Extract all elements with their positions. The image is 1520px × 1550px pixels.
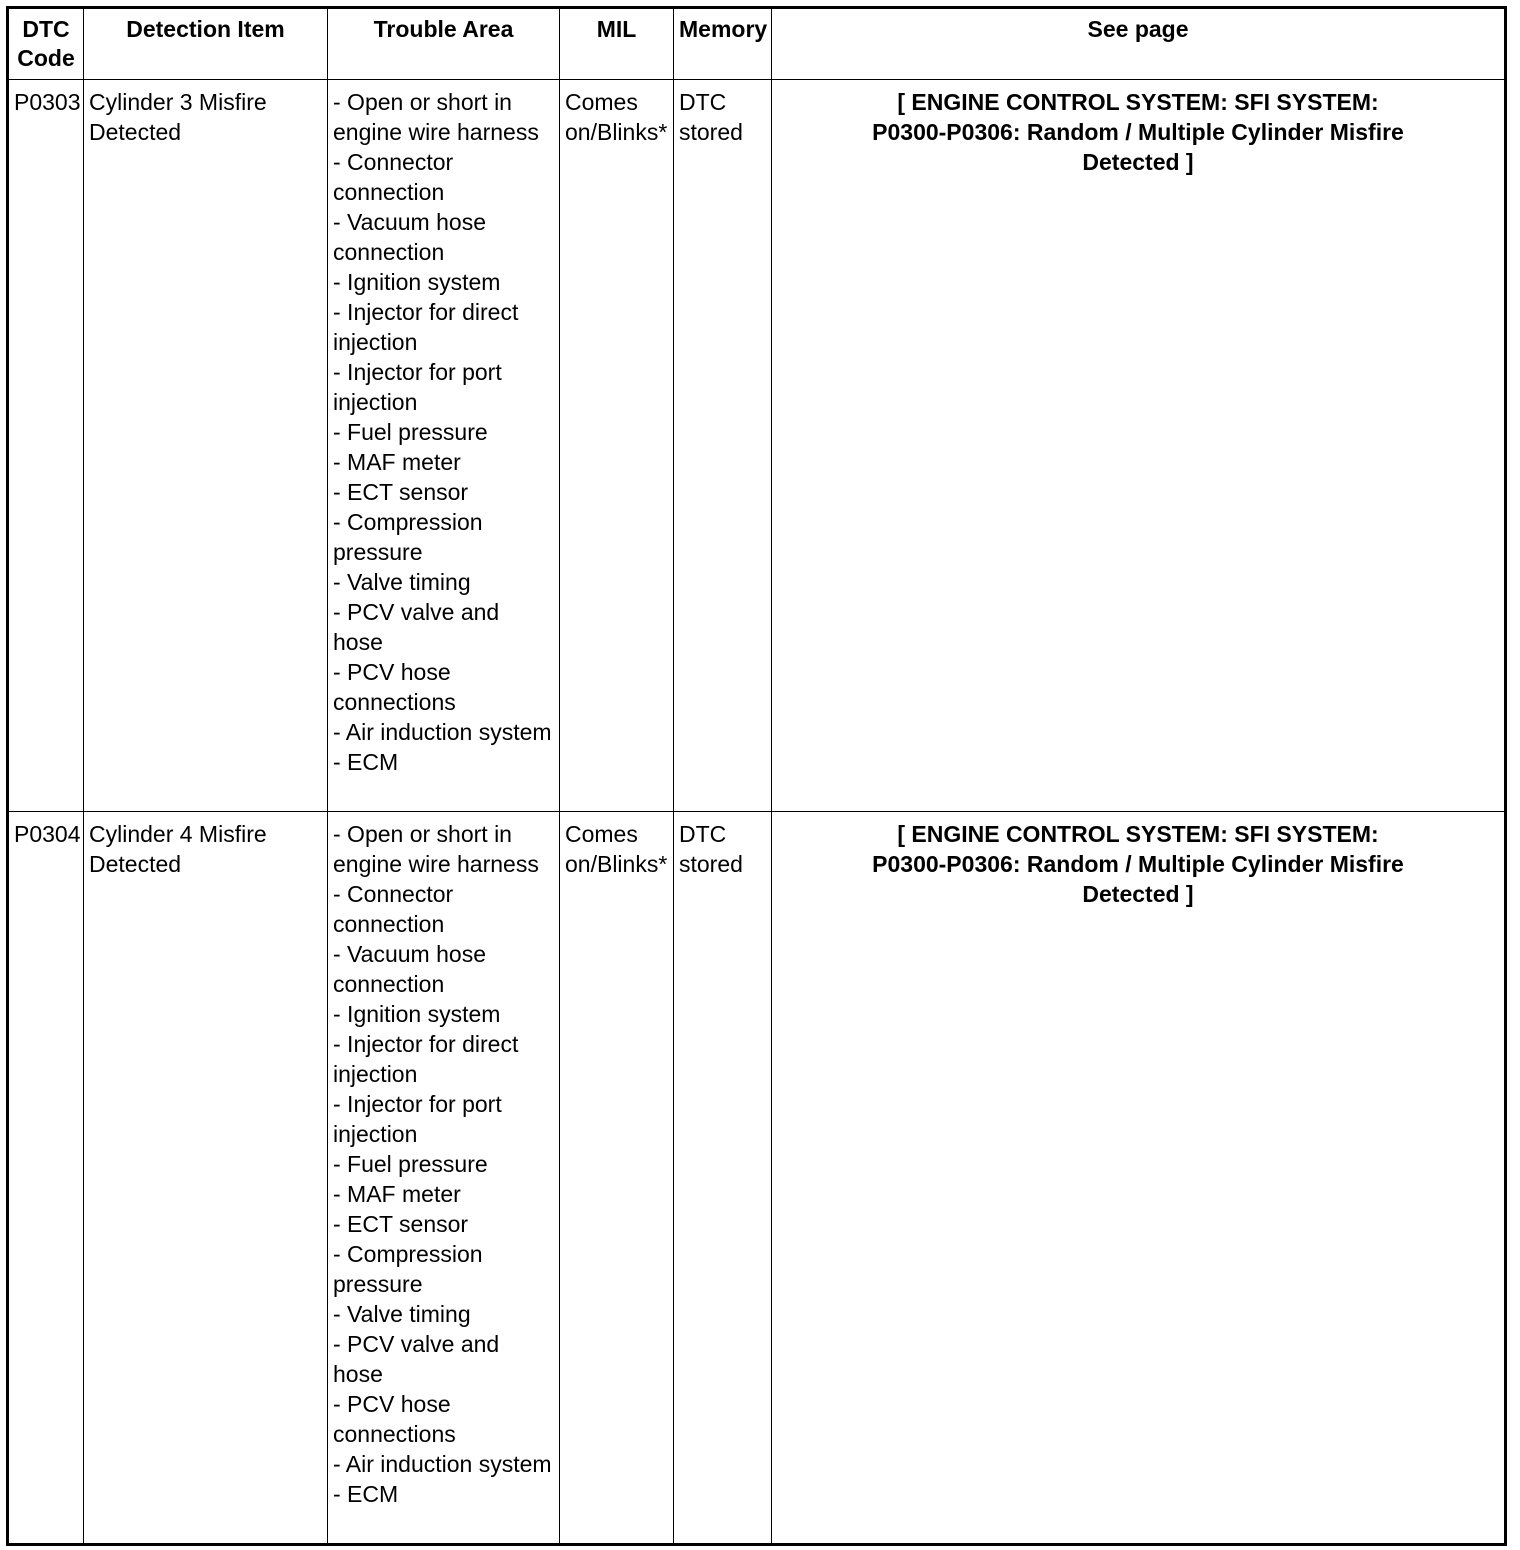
header-see-page: See page (772, 8, 1506, 80)
trouble-area-item: - ECM (333, 1481, 399, 1507)
header-memory: Memory (674, 8, 772, 80)
header-dtc-code (8, 8, 84, 80)
trouble-area-item: - Injector for port injection (333, 359, 502, 415)
see-page-link[interactable] (772, 812, 1506, 1545)
trouble-area-item: - Vacuum hose connection (333, 941, 486, 997)
header-trouble-area: Trouble Area (328, 8, 560, 80)
trouble-area-item: - ECM (333, 749, 399, 775)
header-dtc-code-line1: DTC (22, 16, 70, 42)
trouble-area-item: - MAF meter (333, 1181, 461, 1207)
mil-line: on/Blinks* (565, 851, 668, 877)
table-header (8, 8, 1506, 80)
dtc-code-cell: P0304 (8, 812, 84, 1545)
header-dtc-code-line2: Code (17, 45, 75, 71)
see-page-line: P0300-P0306: Random / Multiple Cylinder Misfire (872, 851, 1404, 877)
trouble-area-item: - Fuel pressure (333, 1151, 488, 1177)
trouble-area-item: - Vacuum hose connection (333, 209, 486, 265)
trouble-area-item: - ECT sensor (333, 1211, 469, 1237)
table-row (8, 80, 1506, 812)
trouble-area-cell (328, 812, 560, 1545)
trouble-area-item: - MAF meter (333, 449, 461, 475)
see-page-link[interactable] (772, 80, 1506, 812)
trouble-area-item: - Compression pressure (333, 509, 483, 565)
header-detection-item: Detection Item (84, 8, 328, 80)
trouble-area-item: - Connector connection (333, 881, 454, 937)
header-row (8, 8, 1506, 80)
header-mil: MIL (560, 8, 674, 80)
see-page-line: P0300-P0306: Random / Multiple Cylinder Misfire (872, 119, 1404, 145)
trouble-area-item: - Valve timing (333, 569, 471, 595)
trouble-area-item: - Valve timing (333, 1301, 471, 1327)
trouble-area-cell (328, 80, 560, 812)
mil-line: Comes (565, 821, 638, 847)
trouble-area-item: - PCV hose connections (333, 1391, 456, 1447)
trouble-area-item: - ECT sensor (333, 479, 469, 505)
mil-line: Comes (565, 89, 638, 115)
detection-item-line: Cylinder 4 Misfire (89, 821, 267, 847)
see-page-line: Detected ] (1082, 881, 1194, 907)
trouble-area-item: - Ignition system (333, 269, 501, 295)
memory-cell (674, 80, 772, 812)
table-row (8, 812, 1506, 1545)
detection-item-line: Cylinder 3 Misfire (89, 89, 267, 115)
trouble-area-item: - Compression pressure (333, 1241, 483, 1297)
see-page-line: [ ENGINE CONTROL SYSTEM: SFI SYSTEM: (897, 89, 1379, 115)
trouble-area-item: - Open or short in engine wire harness (333, 821, 539, 877)
detection-item-cell (84, 80, 328, 812)
detection-item-cell (84, 812, 328, 1545)
trouble-area-item: - Injector for port injection (333, 1091, 502, 1147)
trouble-area-item: - Connector connection (333, 149, 454, 205)
table-body (8, 80, 1506, 1545)
see-page-line: Detected ] (1082, 149, 1194, 175)
trouble-area-item: - PCV hose connections (333, 659, 456, 715)
memory-line: stored (679, 851, 743, 877)
trouble-area-item: - Air induction system (333, 1451, 552, 1477)
trouble-area-item: - Air induction system (333, 719, 552, 745)
mil-cell (560, 812, 674, 1545)
dtc-table (6, 6, 1507, 1546)
memory-line: DTC (679, 89, 727, 115)
trouble-area-item: - PCV valve and hose (333, 1331, 500, 1387)
memory-line: stored (679, 119, 743, 145)
mil-cell (560, 80, 674, 812)
trouble-area-item: - PCV valve and hose (333, 599, 500, 655)
trouble-area-item: - Open or short in engine wire harness (333, 89, 539, 145)
trouble-area-item: - Injector for direct injection (333, 299, 519, 355)
trouble-area-item: - Fuel pressure (333, 419, 488, 445)
memory-line: DTC (679, 821, 727, 847)
memory-cell (674, 812, 772, 1545)
mil-line: on/Blinks* (565, 119, 668, 145)
trouble-area-item: - Injector for direct injection (333, 1031, 519, 1087)
detection-item-line: Detected (89, 119, 182, 145)
see-page-line: [ ENGINE CONTROL SYSTEM: SFI SYSTEM: (897, 821, 1379, 847)
trouble-area-item: - Ignition system (333, 1001, 501, 1027)
detection-item-line: Detected (89, 851, 182, 877)
dtc-code-cell: P0303 (8, 80, 84, 812)
